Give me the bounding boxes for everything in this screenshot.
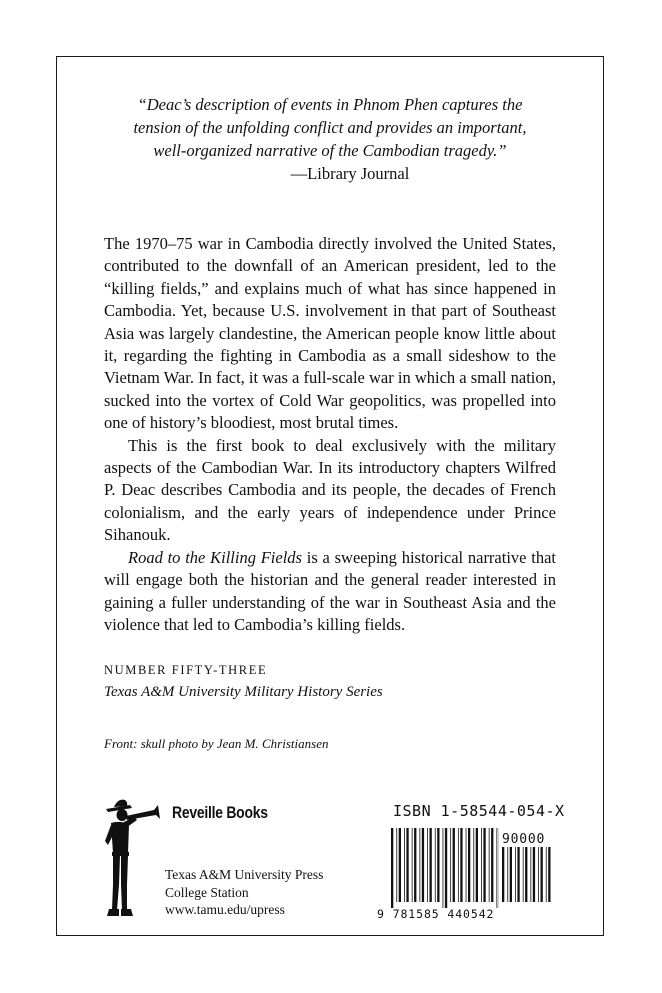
review-quote (104, 93, 556, 185)
description-paragraph-3-text: is a sweeping historical narrative that will engage both the historian and the general reader interested in gaining a fuller understanding of the war in Southeast Asia and the violence that led to Cambodia’s killing fields. (104, 547, 557, 634)
publisher-location: College Station (165, 884, 249, 900)
photo-credit: Front: skull photo by Jean M. Christiansen (104, 736, 329, 751)
bugler-icon (96, 795, 176, 921)
imprint-name: Reveille Books (172, 803, 268, 822)
book-description (104, 233, 556, 636)
series-name: Texas A&M University Military History Series (104, 684, 383, 700)
publisher-info (165, 866, 323, 919)
barcode-addon-icon (502, 847, 553, 908)
barcode-digits: 9 781585 440542 (377, 907, 495, 921)
description-paragraph-3 (104, 547, 556, 637)
publisher-name: Texas A&M University Press (165, 867, 324, 882)
quote-line-1: “Deac’s description of events in Phnom Phen captures the (137, 95, 523, 114)
isbn-text: ISBN 1-58544-054-X (393, 802, 565, 820)
barcode-icon (391, 828, 499, 908)
book-title: Road to the Killing Fields (128, 547, 302, 567)
series-number: NUMBER FIFTY-THREE (104, 663, 268, 677)
description-paragraph-1: The 1970–75 war in Cambodia directly involved the United States, contributed to the downfall of an American president, led to the “killing fields,” and explains much of what has since happened in Cambodia. Yet, because U.S. involvement in that part of Southeast Asia was largely clandestine, the American people know little about it, regarding the fighting in Cambodia as a small sideshow to the Vietnam War. In fact, it was a full-scale war in which a small nation, sucked into the vortex of Cold War geopolitics, was propelled into one of history’s bloodiest, most brutal times. (104, 234, 556, 433)
publisher-url: www.tamu.edu/upress (165, 902, 285, 917)
quote-line-2: tension of the unfolding conflict and provides an important, (133, 118, 527, 137)
price-code: 90000 (502, 832, 546, 847)
description-paragraph-2: This is the first book to deal exclusively with the military aspects of the Cambodian War. In its introductory chapters Wilfred P. Deac describes Cambodia and its people, the decades of French colonialism, and the early years of independence under Prince Sihanouk. (104, 435, 556, 545)
quote-attribution: —Library Journal (290, 164, 410, 183)
quote-line-3: well-organized narrative of the Cambodian tragedy.” (153, 141, 507, 160)
